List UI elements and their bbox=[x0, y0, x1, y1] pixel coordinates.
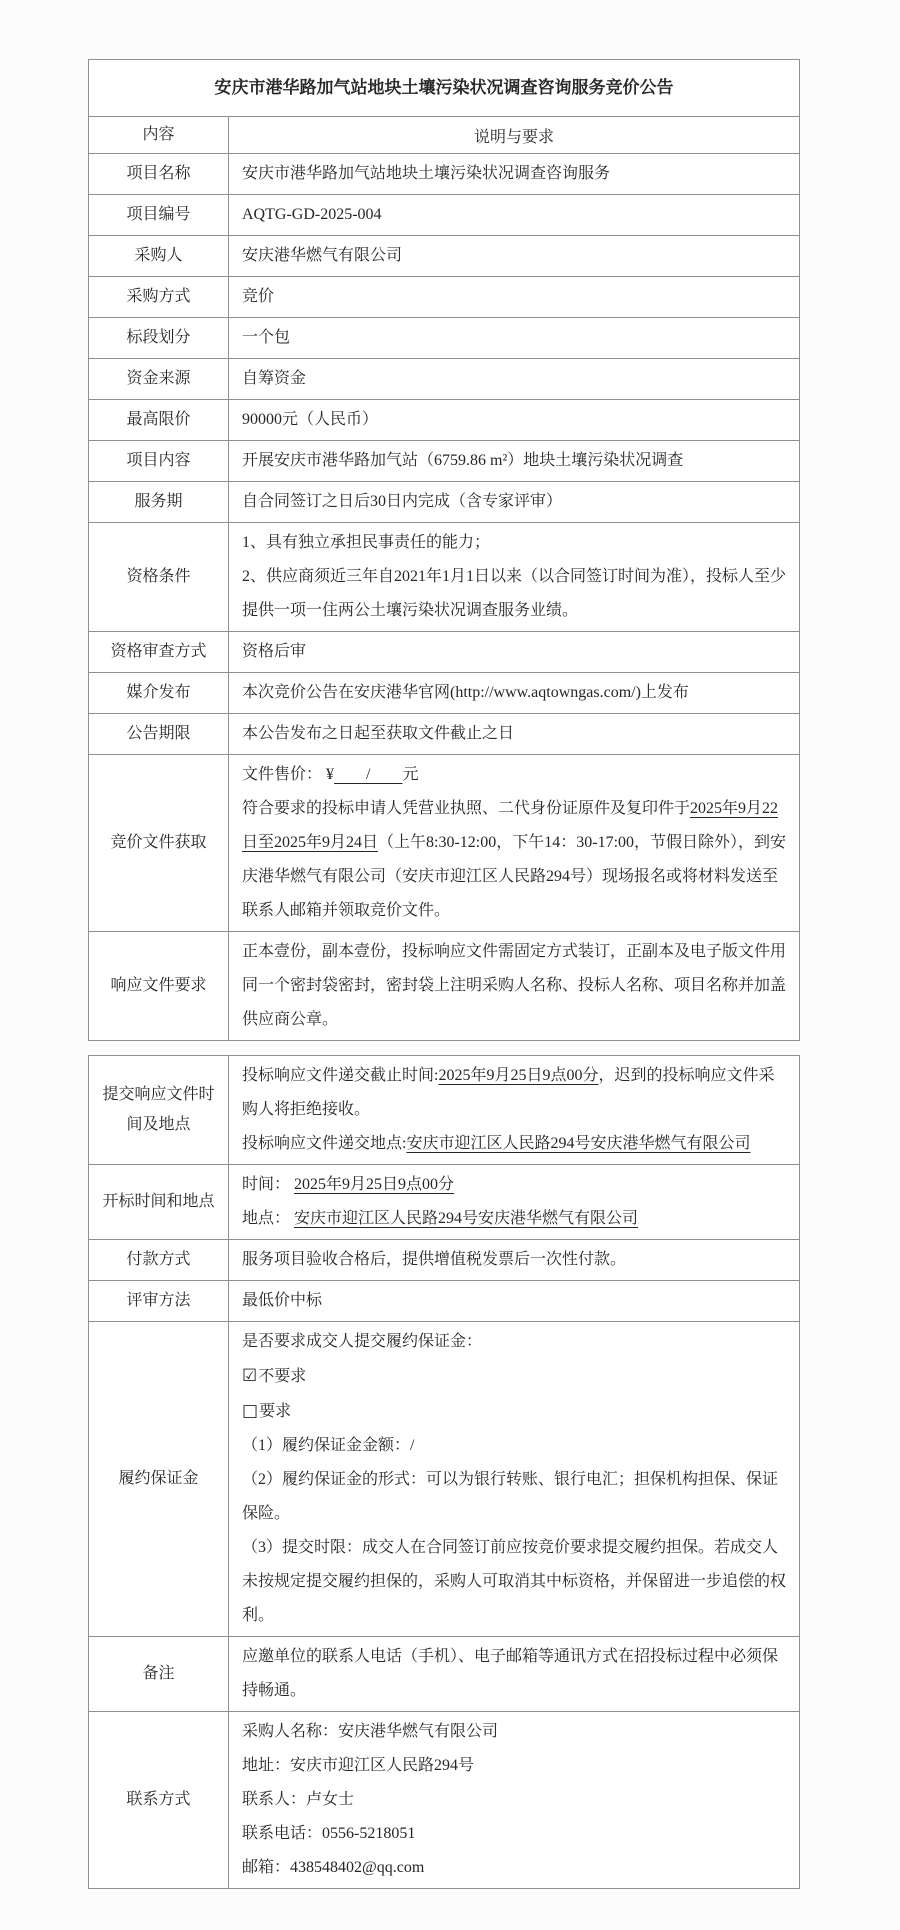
text-run: AQTG-GD-2025-004 bbox=[242, 206, 382, 223]
row-content bbox=[229, 673, 799, 713]
table-row bbox=[89, 399, 799, 440]
text-run: 资格后审 bbox=[242, 643, 307, 660]
text-run: 采购人名称：安庆港华燃气有限公司 bbox=[242, 1723, 499, 1740]
text-run: 90000元（人民币） bbox=[242, 411, 379, 428]
text-line bbox=[242, 403, 786, 437]
text-line bbox=[242, 526, 786, 560]
text-line bbox=[242, 1243, 786, 1277]
row-label: 开标时间和地点 bbox=[89, 1165, 229, 1239]
text-run: 投标响应文件递交截止时间: bbox=[242, 1067, 439, 1084]
table-row bbox=[89, 194, 799, 235]
text-line bbox=[242, 1851, 786, 1885]
row-content bbox=[229, 632, 799, 672]
row-content bbox=[229, 523, 799, 631]
table-row bbox=[89, 754, 799, 931]
text-line bbox=[242, 1715, 786, 1749]
text-run: 不要求 bbox=[258, 1368, 307, 1385]
text-line bbox=[242, 1749, 786, 1783]
table-row bbox=[89, 1056, 799, 1164]
text-line bbox=[242, 280, 786, 314]
table-row bbox=[89, 631, 799, 672]
row-label: 项目内容 bbox=[89, 441, 229, 481]
row-label: 竞价文件获取 bbox=[89, 755, 229, 931]
text-run: 2025年9月25日9点00分 bbox=[438, 1067, 599, 1084]
text-run: 2025年9月22日至2025年9月24日 bbox=[242, 800, 779, 851]
table2-rows bbox=[89, 1056, 799, 1888]
text-run: 安庆市港华路加气站地块土壤污染状况调查咨询服务 bbox=[242, 165, 611, 182]
text-line bbox=[242, 560, 786, 628]
row-content bbox=[229, 400, 799, 440]
table-row bbox=[89, 1711, 799, 1888]
table-row bbox=[89, 713, 799, 754]
text-run: 2025年9月25日9点00分 bbox=[294, 1176, 455, 1193]
row-content bbox=[229, 1322, 799, 1636]
text-line bbox=[242, 1817, 786, 1851]
row-label: 履约保证金 bbox=[89, 1322, 229, 1636]
text-run: 开展安庆市港华路加气站（6759.86 m²）地块土壤污染状况调查 bbox=[242, 452, 684, 469]
text-run: 本次竞价公告在安庆港华官网(http://www.aqtowngas.com/)上发布 bbox=[242, 684, 689, 701]
row-content bbox=[229, 154, 799, 194]
table-row bbox=[89, 153, 799, 194]
text-run: 一个包 bbox=[242, 329, 291, 346]
text-line bbox=[242, 362, 786, 396]
row-content bbox=[229, 236, 799, 276]
row-content bbox=[229, 441, 799, 481]
text-line bbox=[242, 1325, 786, 1359]
text-line bbox=[242, 1429, 786, 1463]
text-run: 地点： bbox=[242, 1210, 295, 1227]
text-line bbox=[242, 1202, 786, 1236]
text-run: （2）履约保证金的形式：可以为银行转账、银行电汇；担保机构担保、保证保险。 bbox=[242, 1471, 779, 1522]
row-content bbox=[229, 359, 799, 399]
text-line bbox=[242, 1127, 786, 1161]
header-col-description: 说明与要求 bbox=[473, 128, 554, 146]
row-content bbox=[229, 714, 799, 754]
text-run: 竞价 bbox=[242, 288, 275, 305]
text-run: 安庆市迎江区人民路294号安庆港华燃气有限公司 bbox=[406, 1135, 751, 1152]
announcement-table-1 bbox=[88, 59, 800, 1041]
row-content bbox=[229, 277, 799, 317]
row-content bbox=[229, 1056, 799, 1164]
table-row bbox=[89, 672, 799, 713]
row-label: 提交响应文件时间及地点 bbox=[89, 1056, 229, 1164]
table-row bbox=[89, 1239, 799, 1280]
table-row bbox=[89, 1280, 799, 1321]
row-content bbox=[229, 1712, 799, 1888]
row-content bbox=[229, 932, 799, 1040]
text-line bbox=[242, 239, 786, 273]
text-run: 本公告发布之日起至获取文件截止之日 bbox=[242, 725, 515, 742]
text-run: 联系人：卢女士 bbox=[242, 1791, 355, 1808]
row-label: 采购方式 bbox=[89, 277, 229, 317]
text-line bbox=[242, 1359, 786, 1394]
text-line bbox=[242, 1463, 786, 1531]
table-row bbox=[89, 440, 799, 481]
text-line bbox=[242, 1059, 786, 1127]
row-content bbox=[229, 755, 799, 931]
text-run: （上午8:30-12:00，下午14：30-17:00，节假日除外），到安庆港华燃气有限公司（安庆市迎江区人民路294号）现场报名或将材料发送至联系人邮箱并领取竞价文件。 bbox=[242, 834, 787, 919]
page-title: 安庆市港华路加气站地块土壤污染状况调查咨询服务竞价公告 bbox=[214, 78, 674, 97]
text-line bbox=[242, 157, 786, 191]
text-line bbox=[242, 935, 786, 1037]
text-run: 是否要求成交人提交履约保证金： bbox=[242, 1333, 483, 1350]
text-run: 要求 bbox=[259, 1403, 292, 1420]
row-label: 标段划分 bbox=[89, 318, 229, 358]
text-line bbox=[242, 321, 786, 355]
table-row bbox=[89, 1164, 799, 1239]
announcement-table-2 bbox=[88, 1055, 800, 1889]
row-label: 备注 bbox=[89, 1637, 229, 1711]
table-row bbox=[89, 481, 799, 522]
text-run: □ bbox=[242, 1401, 259, 1421]
text-run: 1、具有独立承担民事责任的能力； bbox=[242, 534, 491, 551]
text-line bbox=[242, 676, 786, 710]
text-line bbox=[242, 1168, 786, 1202]
table-row bbox=[89, 358, 799, 399]
text-run: 投标响应文件递交地点: bbox=[242, 1135, 407, 1152]
table-row bbox=[89, 276, 799, 317]
table-header-row bbox=[89, 116, 799, 153]
row-content bbox=[229, 318, 799, 358]
table-row bbox=[89, 1636, 799, 1711]
text-run: 自筹资金 bbox=[242, 370, 307, 387]
text-run: 邮箱：438548402@qq.com bbox=[242, 1859, 425, 1876]
row-label: 采购人 bbox=[89, 236, 229, 276]
row-label: 服务期 bbox=[89, 482, 229, 522]
row-label: 最高限价 bbox=[89, 400, 229, 440]
row-label: 资金来源 bbox=[89, 359, 229, 399]
table-row bbox=[89, 235, 799, 276]
text-line bbox=[242, 717, 786, 751]
text-run: 安庆港华燃气有限公司 bbox=[242, 247, 403, 264]
text-run: ☑ bbox=[242, 1366, 258, 1386]
header-col-content: 内容 bbox=[89, 117, 229, 153]
text-run: 地址：安庆市迎江区人民路294号 bbox=[242, 1757, 475, 1774]
text-run: （1）履约保证金金额：/ bbox=[242, 1437, 415, 1454]
text-line bbox=[242, 758, 786, 792]
table-row bbox=[89, 1321, 799, 1636]
text-run: 正本壹份，副本壹份，投标响应文件需固定方式装订，正副本及电子版文件用同一个密封袋密封，密封袋上注明采购人名称、投标人名称、项目名称并加盖供应商公章。 bbox=[242, 943, 787, 1028]
row-content bbox=[229, 1281, 799, 1321]
text-line bbox=[242, 1394, 786, 1429]
row-label: 评审方法 bbox=[89, 1281, 229, 1321]
text-run: ，迟到的投标响应文件采购人将拒绝接收。 bbox=[242, 1067, 775, 1118]
row-label: 项目编号 bbox=[89, 195, 229, 235]
row-content bbox=[229, 482, 799, 522]
text-run: 联系电话：0556-5218051 bbox=[242, 1825, 416, 1842]
text-run: 最低价中标 bbox=[242, 1292, 323, 1309]
table-row bbox=[89, 522, 799, 631]
text-run: 服务项目验收合格后，提供增值税发票后一次性付款。 bbox=[242, 1251, 627, 1268]
table-row bbox=[89, 931, 799, 1040]
table1-rows bbox=[89, 153, 799, 1040]
text-line bbox=[242, 635, 786, 669]
row-content bbox=[229, 1165, 799, 1239]
text-run: 时间： bbox=[242, 1176, 295, 1193]
row-content bbox=[229, 195, 799, 235]
text-run: 文件售价： ¥ bbox=[242, 766, 335, 783]
text-line bbox=[242, 444, 786, 478]
row-label: 资格审查方式 bbox=[89, 632, 229, 672]
text-line bbox=[242, 1783, 786, 1817]
text-run: （3）提交时限：成交人在合同签订前应按竞价要求提交履约担保。若成交人未按规定提交履约担保的，采购人可取消其中标资格，并保留进一步追偿的权利。 bbox=[242, 1539, 787, 1624]
row-label: 联系方式 bbox=[89, 1712, 229, 1888]
text-run: / bbox=[334, 766, 403, 783]
text-line bbox=[242, 792, 786, 928]
text-run: 自合同签订之日后30日内完成（含专家评审） bbox=[242, 493, 563, 510]
row-content bbox=[229, 1240, 799, 1280]
row-label: 付款方式 bbox=[89, 1240, 229, 1280]
text-line bbox=[242, 1284, 786, 1318]
text-run: 安庆市迎江区人民路294号安庆港华燃气有限公司 bbox=[294, 1210, 639, 1227]
row-label: 媒介发布 bbox=[89, 673, 229, 713]
text-line bbox=[242, 1640, 786, 1708]
row-label: 资格条件 bbox=[89, 523, 229, 631]
row-label: 公告期限 bbox=[89, 714, 229, 754]
text-line bbox=[242, 198, 786, 232]
row-label: 项目名称 bbox=[89, 154, 229, 194]
table-row bbox=[89, 317, 799, 358]
text-run: 应邀单位的联系人电话（手机）、电子邮箱等通讯方式在招投标过程中必须保持畅通。 bbox=[242, 1648, 779, 1699]
text-run: 符合要求的投标申请人凭营业执照、二代身份证原件及复印件于 bbox=[242, 800, 691, 817]
text-run: 元 bbox=[402, 766, 419, 783]
text-line bbox=[242, 1531, 786, 1633]
row-content bbox=[229, 1637, 799, 1711]
text-run: 2、供应商须近三年自2021年1月1日以来（以合同签订时间为准），投标人至少提供一项一住两公土壤污染状况调查服务业绩。 bbox=[242, 568, 787, 619]
text-line bbox=[242, 485, 786, 519]
row-label: 响应文件要求 bbox=[89, 932, 229, 1040]
